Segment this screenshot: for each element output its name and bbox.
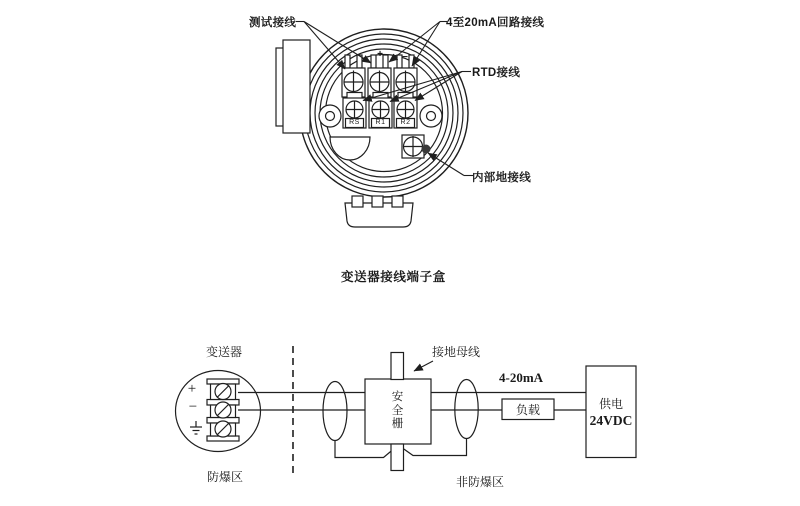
power-line1: 供电 [598, 396, 623, 411]
terminal-label-r2: R2 [400, 119, 411, 126]
ground-bus-label: 接地母线 [432, 345, 481, 359]
cable-loop-right [455, 380, 478, 439]
power-supply-label [586, 366, 636, 458]
ground-bus-arrow [414, 361, 433, 371]
cable-loop-left [323, 382, 347, 441]
transmitter-label: 变送器 [206, 345, 243, 359]
ground-bus-bar-top [391, 353, 404, 380]
ground-bus-bar-bottom [391, 444, 404, 471]
plus-mark-top: + [377, 49, 383, 60]
signal-4-20ma-label: 4-20mA [499, 370, 544, 385]
loop-schematic-figure [176, 346, 637, 476]
minus-mark-top: − [402, 52, 408, 63]
terminal-top-1 [342, 55, 365, 97]
power-line2: 24VDC [589, 412, 633, 428]
minus-mark-bottom: − [188, 399, 198, 415]
loop-wiring-label: 4至20mA回路接线 [446, 17, 545, 29]
plus-mark-bottom: + [187, 381, 197, 397]
test-wiring-label: 测试接线 [249, 17, 297, 29]
transmitter-terminal-strip [207, 379, 239, 441]
figure1-caption: 变送器接线端子盒 [341, 270, 446, 284]
side-bracket [276, 40, 310, 133]
ground-symbol-icon [190, 421, 202, 434]
non-ex-zone-label: 非防爆区 [456, 475, 505, 489]
rtd-wiring-label: RTD接线 [472, 67, 521, 79]
safety-barrier-label: 安全栅 [391, 391, 404, 431]
load-label: 负载 [515, 402, 540, 417]
internal-ground-label: 内部地接线 [472, 172, 531, 184]
terminal-label-rs: RS [349, 119, 360, 126]
terminal-label-r1: R1 [375, 119, 386, 126]
bottom-connector [345, 196, 413, 227]
ex-zone-label: 防爆区 [207, 470, 244, 484]
